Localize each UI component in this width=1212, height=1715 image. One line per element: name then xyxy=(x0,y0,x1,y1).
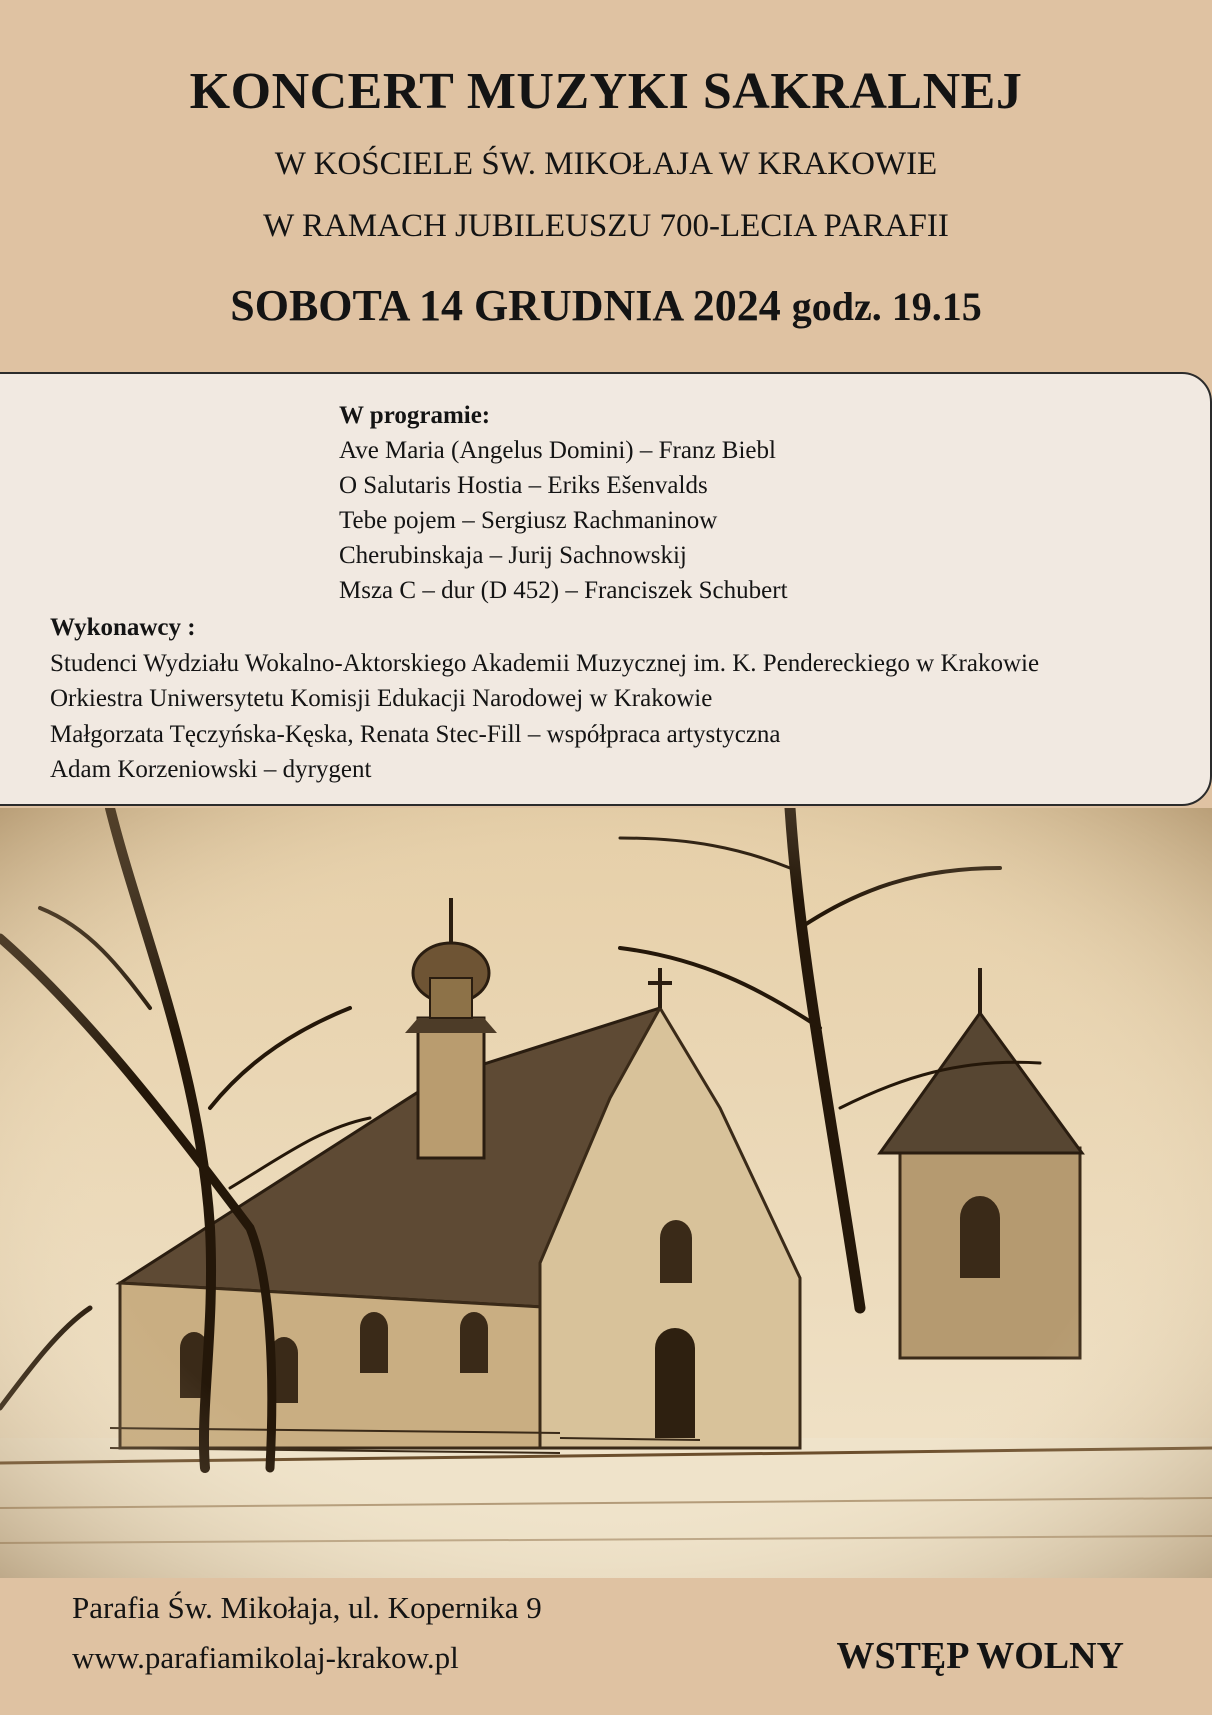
free-entry-badge: WSTĘP WOLNY xyxy=(836,1635,1124,1677)
poster-header xyxy=(0,0,1212,370)
program-item: Msza C – dur (D 452) – Franciszek Schubert xyxy=(339,577,788,604)
performer-item: Małgorzata Tęczyńska-Kęska, Renata Stec-Fill – współpraca artystyczna xyxy=(50,720,781,748)
program-heading: W programie: xyxy=(339,402,491,429)
date-text: SOBOTA 14 GRUDNIA 2024 xyxy=(230,281,781,330)
footer-address: Parafia Św. Mikołaja, ul. Kopernika 9 xyxy=(72,1590,542,1625)
performer-item: Adam Korzeniowski – dyrygent xyxy=(50,756,372,783)
program-list xyxy=(339,398,788,608)
program-item: Ave Maria (Angelus Domini) – Franz Biebl xyxy=(339,437,776,464)
church-drawing xyxy=(0,808,1212,1578)
program-item: O Salutaris Hostia – Eriks Ešenvalds xyxy=(339,472,708,499)
venue-subtitle: W KOŚCIELE ŚW. MIKOŁAJA W KRAKOWIE xyxy=(274,146,938,182)
performers-heading: Wykonawcy : xyxy=(50,614,196,641)
parish-website-link[interactable]: www.parafiamikolaj-krakow.pl xyxy=(72,1640,459,1675)
time-text: godz. 19.15 xyxy=(791,284,982,329)
performer-item: Orkiestra Uniwersytetu Komisji Edukacji Narodowej w Krakowie xyxy=(50,685,713,712)
program-item: Cherubinskaja – Jurij Sachnowskij xyxy=(339,542,687,569)
program-item: Tebe pojem – Sergiusz Rachmaninow xyxy=(339,507,718,534)
performer-item: Studenci Wydziału Wokalno-Aktorskiego Akademii Muzycznej im. K. Pendereckiego w Krakowie xyxy=(50,649,1040,677)
performers-list xyxy=(50,610,1039,788)
concert-date xyxy=(0,280,1212,331)
concert-title: KONCERT MUZYKI SAKRALNEJ xyxy=(189,63,1023,120)
jubilee-subtitle: W RAMACH JUBILEUSZU 700-LECIA PARAFII xyxy=(263,208,949,244)
church-illustration xyxy=(0,808,1212,1578)
